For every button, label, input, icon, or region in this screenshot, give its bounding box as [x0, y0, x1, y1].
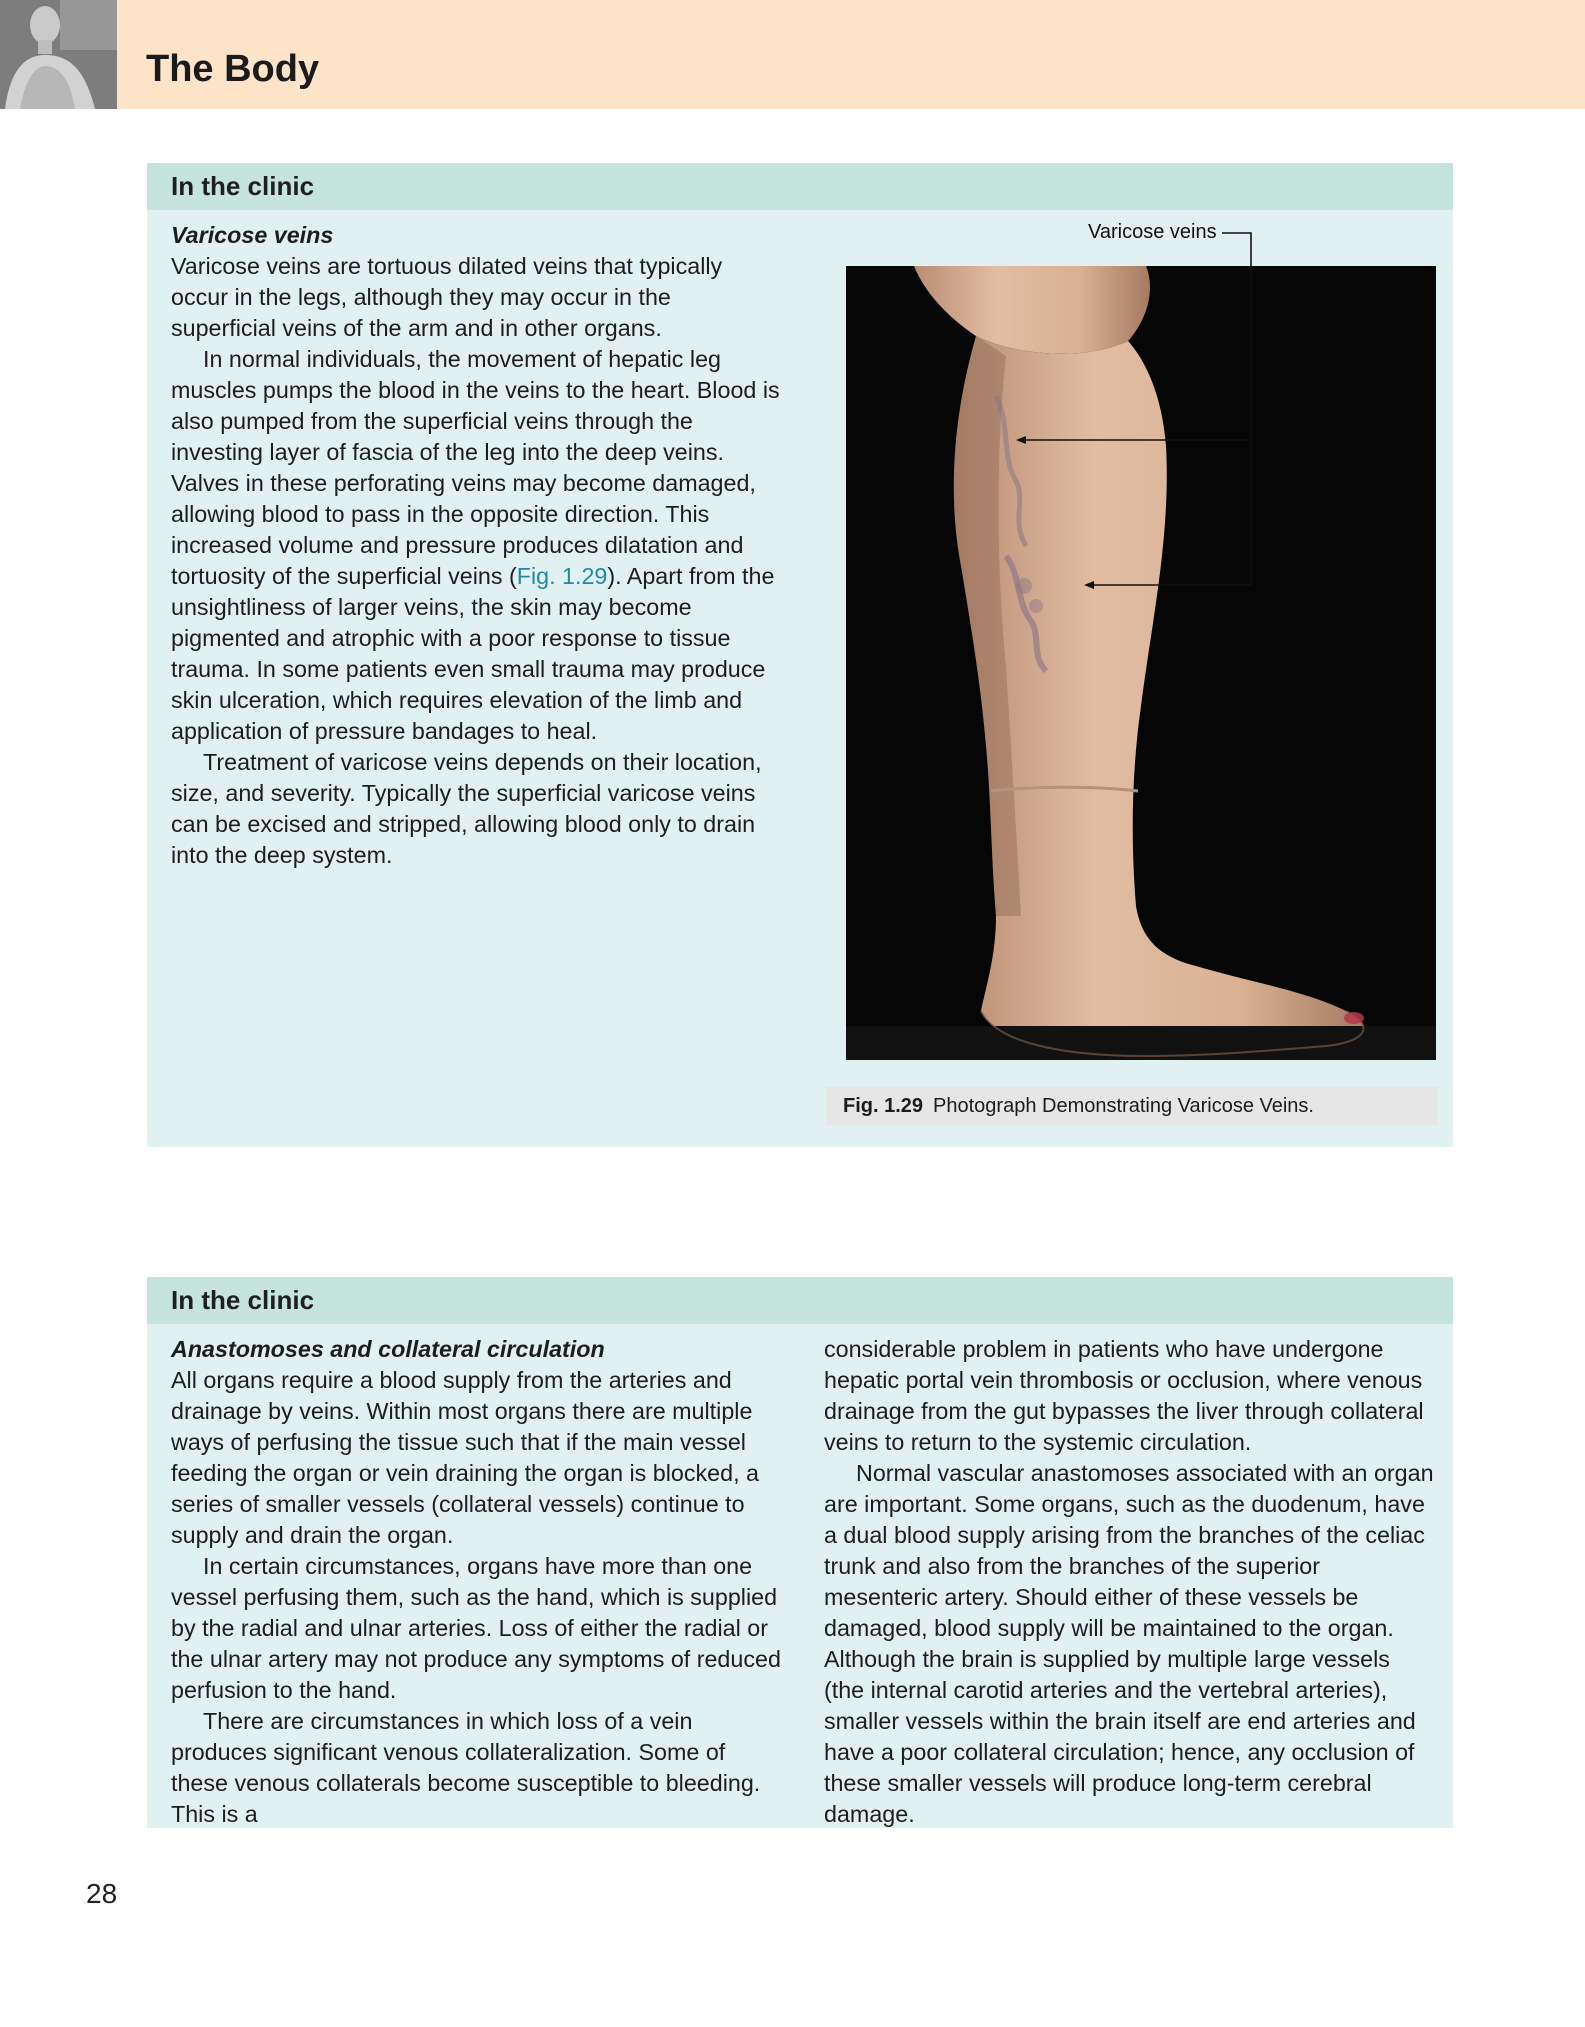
paragraph: Varicose veins are tortuous dilated veins that typically occur in the legs, although they may occur in the superficial veins of the arm and in other organs. — [171, 253, 723, 341]
paragraph: Treatment of varicose veins depends on their location, size, and severity. Typically the superficial varicose veins can be excised and stripped, allowing blood only to drain into the deep system. — [171, 749, 762, 868]
figure-label-varicose-veins: Varicose veins — [1088, 221, 1217, 243]
paragraph: All organs require a blood supply from the arteries and drainage by veins. Within most organs there are multiple ways of perfusing the tissue such that if the main vessel feeding the organ or vein draining the organ is blocked, a series of smaller vessels (collateral vessels) continue to supply and drain the organ. — [171, 1367, 759, 1548]
paragraph-text: ). Apart from the unsightliness of larger veins, the skin may become pigmented and atrophic with a poor response to tissue trauma. In some patients even small trauma may produce skin ulceration, which requires elevation of the limb and application of pressure bandages to heal. — [171, 563, 775, 744]
anastomoses-text-left — [171, 1334, 783, 1830]
figure-caption — [826, 1087, 1438, 1125]
figure-reference-link[interactable]: Fig. 1.29 — [516, 563, 608, 589]
clinic-box-heading: In the clinic — [147, 1277, 1453, 1324]
anastomoses-text-right — [824, 1334, 1436, 1830]
paragraph: In certain circumstances, organs have more than one vessel perfusing them, such as the hand, which is supplied by the radial and ulnar arteries. Loss of either the radial or the ulnar artery may not produce any symptoms of reduced perfusion to the hand. — [171, 1553, 781, 1703]
section-subtitle: Anastomoses and collateral circulation — [171, 1336, 605, 1362]
figure-number: Fig. 1.29 — [843, 1095, 924, 1117]
figure-caption-text: Photograph Demonstrating Varicose Veins. — [933, 1095, 1314, 1117]
paragraph: Normal vascular anastomoses associated with an organ are important. Some organs, such as the duodenum, have a dual blood supply arising from the branches of the celiac trunk and also from the branches of the superior mesenteric artery. Should either of these vessels be damaged, blood supply will be maintained to the organ. Although the brain is supplied by multiple large vessels (the internal carotid arteries and the vertebral arteries), smaller vessels within the brain itself are end arteries and have a poor collateral circulation; hence, any occlusion of these smaller vessels will produce long-term cerebral damage. — [824, 1460, 1434, 1827]
clinic-box-heading: In the clinic — [147, 163, 1453, 210]
paragraph-text: In normal individuals, the movement of hepatic leg muscles pumps the blood in the veins to the heart. Blood is also pumped from the superficial veins through the investing layer of fascia of the leg into the deep veins. Valves in these perforating veins may become damaged, allowing blood to pass in the opposite direction. This increased volume and pressure produces dilatation and tortuosity of the superficial veins ( — [171, 346, 780, 589]
page-number: 28 — [86, 1878, 118, 1909]
paragraph: There are circumstances in which loss of a vein produces significant venous collateralization. Some of these venous collaterals become susceptible to bleeding. This is a — [171, 1708, 761, 1827]
section-subtitle: Varicose veins — [171, 222, 334, 248]
paragraph: considerable problem in patients who have undergone hepatic portal vein thrombosis or occlusion, where venous drainage from the gut bypasses the liver through collateral veins to return to the systemic circulation. — [824, 1336, 1424, 1455]
chapter-title: The Body — [146, 48, 320, 90]
